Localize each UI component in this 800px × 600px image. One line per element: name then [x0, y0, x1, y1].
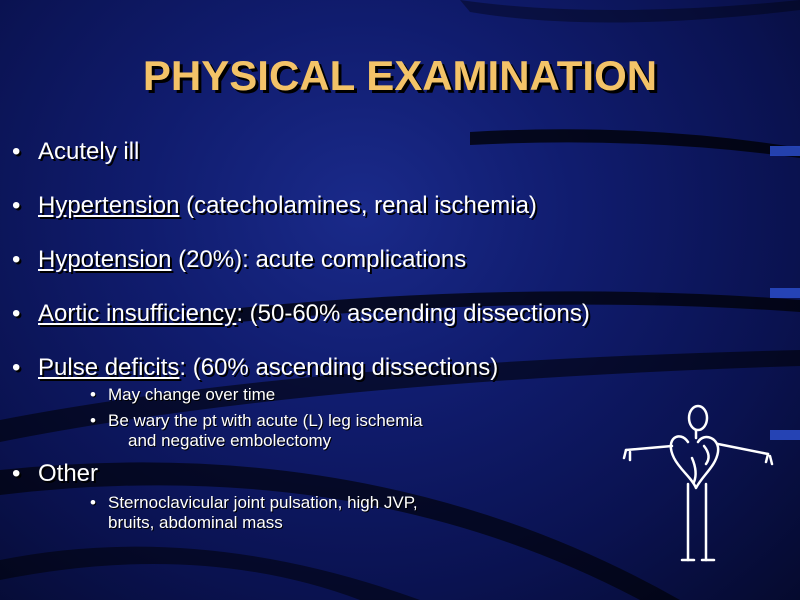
- bullet-dot: •: [90, 493, 96, 512]
- bullet-text: Acutely ill: [38, 138, 140, 165]
- sub-bullet-item: [12, 493, 692, 533]
- bullet-dot: •: [12, 460, 21, 487]
- bullet-term: Aortic insufficiency: [38, 300, 237, 327]
- bullet-item: [12, 459, 692, 489]
- sub-bullet-item: [12, 411, 692, 451]
- sub-bullet-item: [12, 385, 692, 405]
- bullet-dot: •: [12, 246, 21, 273]
- bullet-dot: •: [12, 300, 21, 327]
- slide-title: PHYSICAL EXAMINATION: [142, 52, 658, 99]
- bullet-item: [12, 299, 692, 329]
- bullet-item: [12, 353, 692, 383]
- bullet-text: : (50-60% ascending dissections): [236, 300, 590, 327]
- bullet-term: Hypertension: [38, 192, 180, 219]
- sub-bullet-text: Sternoclavicular joint pulsation, high JVP,: [108, 493, 418, 512]
- bullet-text: (catecholamines, renal ischemia): [179, 192, 537, 219]
- bullet-dot: •: [90, 411, 96, 430]
- sub-bullet-text: May change over time: [108, 385, 276, 404]
- bullet-text: : (60% ascending dissections): [179, 354, 499, 381]
- bullet-dot: •: [12, 354, 21, 381]
- bullet-item: [12, 137, 692, 167]
- bullet-text: (20%): acute complications: [171, 246, 467, 273]
- bullet-item: [12, 245, 692, 275]
- bullet-dot: •: [90, 385, 96, 404]
- bullet-dot: •: [12, 138, 21, 165]
- bullet-item: [12, 191, 692, 221]
- bullet-list: [12, 132, 692, 533]
- stick-figure-heart-icon: [622, 402, 778, 566]
- sub-bullet-continuation: and negative embolectomy: [128, 431, 332, 450]
- bullet-term: Hypotension: [38, 246, 172, 273]
- sub-bullet-text: Be wary the pt with acute (L) leg ischemia: [108, 411, 423, 430]
- bullet-term: Pulse deficits: [38, 354, 180, 381]
- sub-bullet-continuation: bruits, abdominal mass: [108, 513, 283, 532]
- bullet-text: Other: [38, 460, 99, 487]
- bullet-dot: •: [12, 192, 21, 219]
